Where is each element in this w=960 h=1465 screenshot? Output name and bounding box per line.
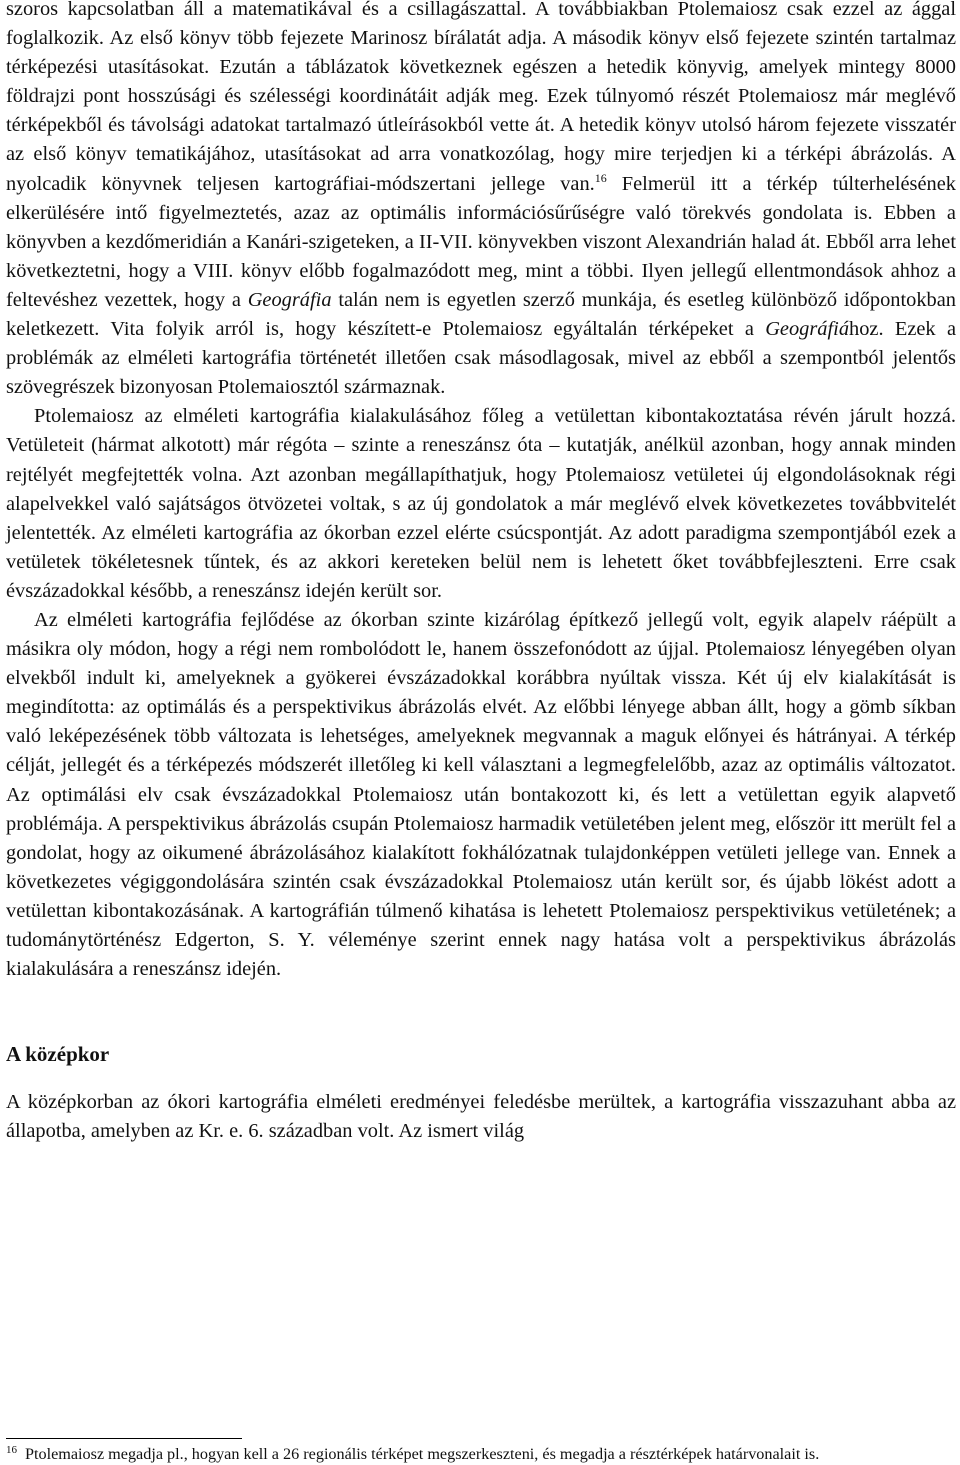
paragraph-1-text-d: hoz. Ezek a problémák az elméleti kartográfia történetét illetően csak másodlagosak, mivel az ebből a szempontból jelentős szövegrészek bizonyosan Ptolemaiosztól származnak. [6, 318, 956, 399]
page-body [6, 0, 956, 1146]
footnote-16 [6, 1443, 956, 1465]
paragraph-1 [6, 0, 956, 402]
footnote-number: 16 [6, 1443, 17, 1456]
paragraph-4: A középkorban az ókori kartográfia elméleti eredményei feledésbe merültek, a kartográfia visszazuhant abba az állapotba, amelyben az Kr. e. 6. században volt. Az ismert világ [6, 1091, 956, 1143]
paragraph-2: Ptolemaiosz az elméleti kartográfia kialakulásához főleg a vetülettan kibontakoztatása révén járult hozzá. Vetületeit (hármat alkotott) már régóta – szinte a reneszánsz óta – kutatják, anélkül azonban, hogy annak minden rejtélyét megfejtették volna. Azt azonban megállapíthatjuk, hogy Ptolemaiosz vetületei új elgondolásoknak régi alapelvekkel való sajátságos ötvözetei voltak, s az új gondolatok a már meglévő elvek következetes továbbvitelét jelentették. Az elméleti kartográfia az ókorban ezzel elérte csúcspontját. Az adott paradigma szempontjából ezek a vetületek tökéletesnek tűntek, és az akkori kereteken belül nem is lehetett őket továbbfejleszteni. Erre csak évszázadokkal később, a reneszánsz idején került sor. [6, 405, 956, 602]
section-heading: A középkor [6, 1042, 110, 1067]
paragraph-1-text-b: Felmerül itt a térkép túlterhelésének elkerülésére intő figyelmeztetés, azaz az optimális információsűrűségre való törekvés gondolata is. Ebben a könyvben a kezdőmeridián a Kanári-szigeteken, a II-VII. könyvekben viszont Alexandrián halad át. Ebből arra lehet következtetni, hogy a VIII. könyv előbb fogalmazódott meg, mint a többi. Ilyen jellegű ellentmondások ahhoz a feltevéshez vezettek, hogy a [6, 172, 956, 311]
paragraph-1-text-c: talán nem is egyetlen szerző munkája, és esetleg különböző időpontokban keletkezett. Vita folyik arról is, hogy készített-e Ptolemaiosz egyáltalán térképeket a [6, 288, 956, 341]
paragraph-3: Az elméleti kartográfia fejlődése az ókorban szinte kizárólag építkező jellegű volt, egyik alapelv ráépült a másikra oly módon, hogy a régi nem rombolódott le, hanem összefonódott az újjal. Ptolemaiosz lényegében olyan elvekből indult ki, amelyeknek a gyökerei évszázadokkal korábbra nyúltak vissza. Két új elv kialakítását is megindította: az optimálás és a perspektivikus ábrázolás elvét. Az előbbi lényege abban állt, hogy a gömb síkban való leképezésének több változata is lehetséges, amelyeknek megvannak a maguk előnyei és hátrányai. A térkép célját, jellegét és a térképezés módszerét illetőleg ki kell választani a legmegfelelőbb, azaz az optimális változatot. Az optimálási elv csak évszázadokkal Ptolemaiosz után bontakozott ki, és lett a vetülettan egyik alapvető problémája. A perspektivikus ábrázolás csupán Ptolemaiosz harmadik vetületében jelent meg, először itt merült fel a gondolat, hogy az oikumené ábrázolásához kialakított fokhálózatnak tulajdonképpen vetületi jellege van. Ennek a következetes végiggondolására szintén csak évszázadokkal Ptolemaiosz után került sor, és újabb lökést adott a vetülettan kibontakozásának. A kartográfián túlmenő kihatása is lehetett Ptolemaiosz perspektivikus vetületének; a tudománytörténész Edgerton, S. Y. véleménye szerint ennek nagy hatása volt a perspektivikus ábrázolás kialakulására a reneszánsz idején. [6, 608, 956, 981]
book-title-geografia-inflected: Geográfiá [765, 318, 850, 341]
footnote-reference-16[interactable]: 16 [594, 170, 607, 185]
footnote-text: Ptolemaiosz megadja pl., hogyan kell a 26 regionális térképet megszerkeszteni, és megadja a résztérképek határvonalait is. [25, 1445, 820, 1463]
book-title-geografia: Geográfia [247, 288, 332, 311]
footnote-divider [6, 1438, 242, 1439]
paragraph-1-text-a: szoros kapcsolatban áll a matematikával és a csillagászattal. A továbbiakban Ptolemaiosz csak ezzel az ággal foglalkozik. Az első könyv több fejezete Marinosz bírálatát adja. A második könyv első fejezete szintén tartalmaz térképezési utasításokat. Ezután a táblázatok következnek egészen a hetedik könyvig, amelyek mintegy 8000 földrajzi pont hosszúsági és szélességi koordinátáit adják meg. Ezek túlnyomó részét Ptolemaiosz már meglévő térképekből és távolsági adatokat tartalmazó útleírásokból vette át. A hetedik könyv utolsó három fejezete visszatér az első könyv tematikájához, utasításokat ad arra vonatkozólag, hogy mire terjedjen ki a térképi ábrázolás. A nyolcadik könyvnek teljesen kartográfiai-módszertani jellege van. [6, 0, 956, 195]
